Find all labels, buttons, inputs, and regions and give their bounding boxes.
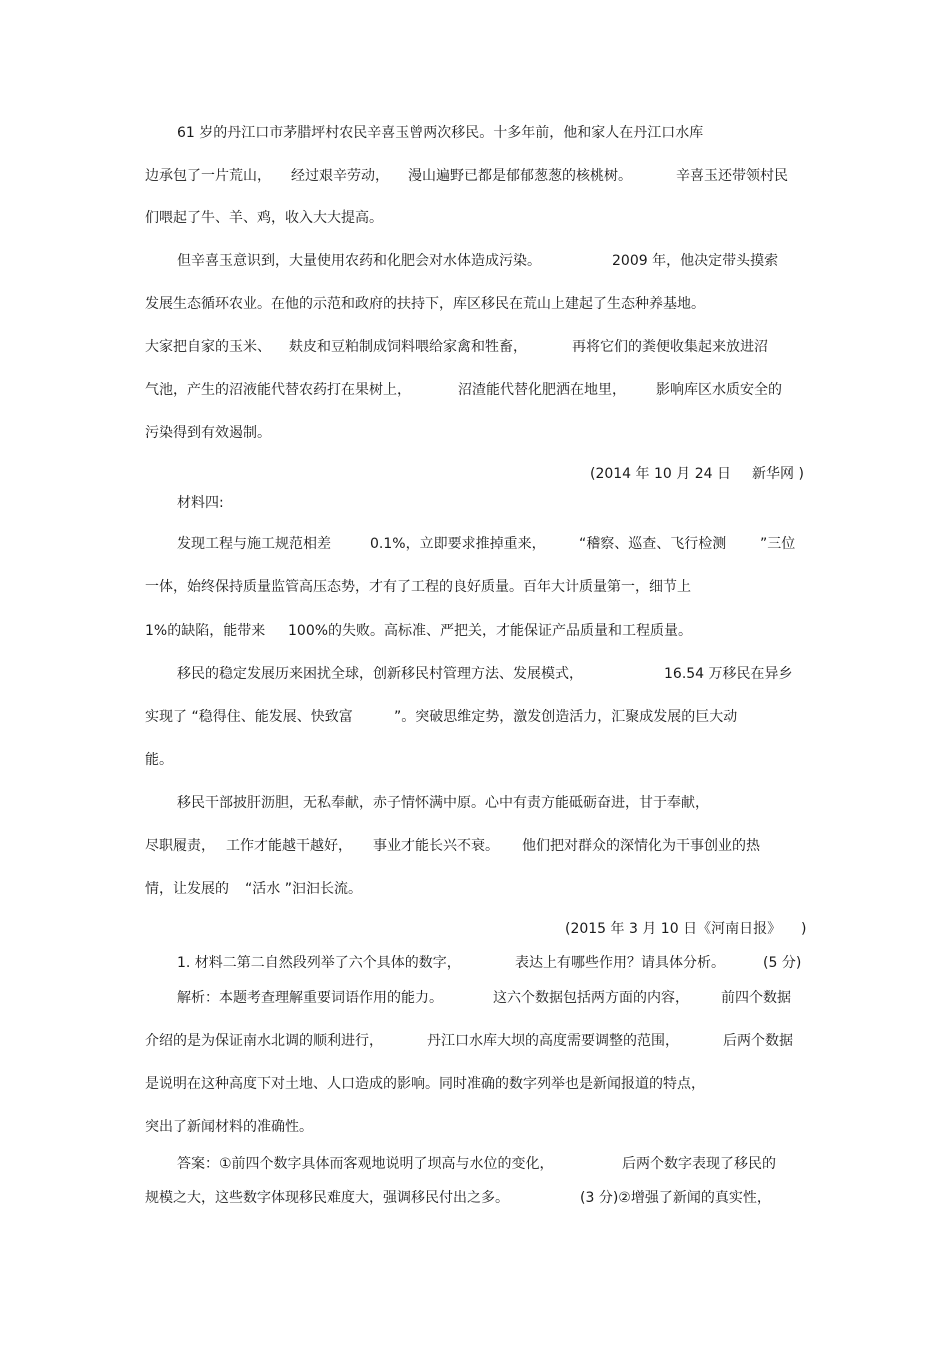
- text-segment: 移民的稳定发展历来困扰全球，创新移民村管理方法、发展模式，: [177, 666, 583, 682]
- text-segment: 影响库区水质安全的: [656, 382, 782, 398]
- text-segment: 一体，始终保持质量监管高压态势，才有了工程的良好质量。百年大计质量第一，细节上: [145, 579, 691, 595]
- text-segment: 经过艰辛劳动，: [291, 168, 389, 184]
- text-segment: 丹江口水库大坝的高度需要调整的范围，: [427, 1033, 679, 1049]
- text-segment: 介绍的是为保证南水北调的顺利进行，: [145, 1033, 383, 1049]
- text-segment: 突出了新闻材料的准确性。: [145, 1119, 313, 1135]
- text-segment: “稽察、巡查、飞行检测: [579, 536, 727, 552]
- text-segment: 16.54 万移民在异乡: [664, 666, 793, 682]
- source-citation: [0, 463, 950, 485]
- text-segment: 工作才能越干越好，: [226, 838, 352, 854]
- text-segment: 是说明在这种高度下对土地、人口造成的影响。同时准确的数字列举也是新闻报道的特点，: [145, 1076, 705, 1092]
- section-heading: [0, 492, 950, 514]
- text-line: [0, 207, 950, 229]
- text-segment: 辛喜玉还带领村民: [676, 168, 788, 184]
- text-segment: 100%的失败。高标准、严把关，才能保证产品质量和工程质量。: [288, 623, 693, 639]
- text-line: [0, 122, 950, 144]
- text-segment: 沼渣能代替化肥洒在地里，: [458, 382, 626, 398]
- text-segment: 2009 年，他决定带头摸索: [612, 253, 779, 269]
- text-segment: 表达上有哪些作用？请具体分析。: [515, 955, 725, 971]
- text-line: [0, 1030, 950, 1052]
- text-segment: 尽职履责，: [145, 838, 215, 854]
- text-segment: (2014 年 10 月 24 日: [590, 466, 731, 482]
- text-segment: 情，让发展的: [145, 881, 229, 897]
- text-line: [0, 336, 950, 358]
- text-segment: 气池，产生的沼液能代替农药打在果树上，: [145, 382, 411, 398]
- text-segment: (3 分)②增强了新闻的真实性，: [580, 1190, 771, 1206]
- text-segment: 漫山遍野已都是郁郁葱葱的核桃树。: [408, 168, 632, 184]
- text-line: [0, 706, 950, 728]
- source-citation: [0, 918, 950, 940]
- text-segment: 他们把对群众的深情化为干事创业的热: [522, 838, 760, 854]
- text-line: [0, 1187, 950, 1209]
- text-segment: 发展生态循环农业。在他的示范和政府的扶持下，库区移民在荒山上建起了生态种养基地。: [145, 296, 705, 312]
- text-line: [0, 422, 950, 444]
- text-line: [0, 250, 950, 272]
- text-line: [0, 293, 950, 315]
- text-segment: 实现了 “稳得住、能发展、快致富: [145, 709, 353, 725]
- text-line: [0, 835, 950, 857]
- text-segment: 们喂起了牛、羊、鸡，收入大大提高。: [145, 210, 383, 226]
- text-segment: 污染得到有效遏制。: [145, 425, 271, 441]
- text-segment: 发现工程与施工规范相差: [177, 536, 331, 552]
- text-segment: (2015 年 3 月 10 日《河南日报》: [565, 921, 782, 937]
- text-line: [0, 987, 950, 1009]
- text-segment: 解析：本题考查理解重要词语作用的能力。: [177, 990, 443, 1006]
- text-line: [0, 749, 950, 771]
- text-segment: 能。: [145, 752, 173, 768]
- text-line: [0, 792, 950, 814]
- text-segment: ”。突破思维定势，激发创造活力，汇聚成发展的巨大动: [394, 709, 738, 725]
- text-segment: 前四个数据: [721, 990, 791, 1006]
- text-segment: 1. 材料二第二自然段列举了六个具体的数字，: [177, 955, 461, 971]
- text-line: [0, 533, 950, 555]
- text-segment: 大家把自家的玉米、: [145, 339, 271, 355]
- text-line: [0, 379, 950, 401]
- text-segment: 0.1%，立即要求推掉重来，: [370, 536, 546, 552]
- text-segment: 新华网 ): [752, 466, 804, 482]
- text-segment: 事业才能长兴不衰。: [373, 838, 499, 854]
- text-segment: “活水 ”汩汩长流。: [245, 881, 362, 897]
- text-line: [0, 878, 950, 900]
- text-segment: 再将它们的粪便收集起来放进沼: [572, 339, 768, 355]
- text-segment: 61 岁的丹江口市茅腊坪村农民辛喜玉曾两次移民。十多年前，他和家人在丹江口水库: [177, 125, 704, 141]
- text-line: [0, 663, 950, 685]
- text-line: [0, 1073, 950, 1095]
- text-segment: 后两个数据: [723, 1033, 793, 1049]
- text-segment: 答案：①前四个数字具体而客观地说明了坝高与水位的变化，: [177, 1156, 554, 1172]
- text-segment: 但辛喜玉意识到，大量使用农药和化肥会对水体造成污染。: [177, 253, 541, 269]
- text-segment: ”三位: [760, 536, 796, 552]
- text-segment: 材料四:: [177, 495, 224, 511]
- text-segment: 边承包了一片荒山，: [145, 168, 271, 184]
- text-line: [0, 165, 950, 187]
- question-line: [0, 952, 950, 974]
- text-segment: 麸皮和豆粕制成饲料喂给家禽和牲畜，: [289, 339, 527, 355]
- answer-line: [0, 1153, 950, 1175]
- text-segment: 规模之大，这些数字体现移民难度大，强调移民付出之多。: [145, 1190, 509, 1206]
- text-segment: 1%的缺陷，能带来: [145, 623, 266, 639]
- text-line: [0, 620, 950, 642]
- text-segment: 这六个数据包括两方面的内容，: [493, 990, 689, 1006]
- text-segment: (5 分): [763, 955, 802, 971]
- text-segment: 后两个数字表现了移民的: [622, 1156, 776, 1172]
- text-line: [0, 1116, 950, 1138]
- text-line: [0, 576, 950, 598]
- text-segment: ): [801, 921, 807, 937]
- text-segment: 移民干部披肝沥胆，无私奉献，赤子情怀满中原。心中有责方能砥砺奋进，甘于奉献，: [177, 795, 709, 811]
